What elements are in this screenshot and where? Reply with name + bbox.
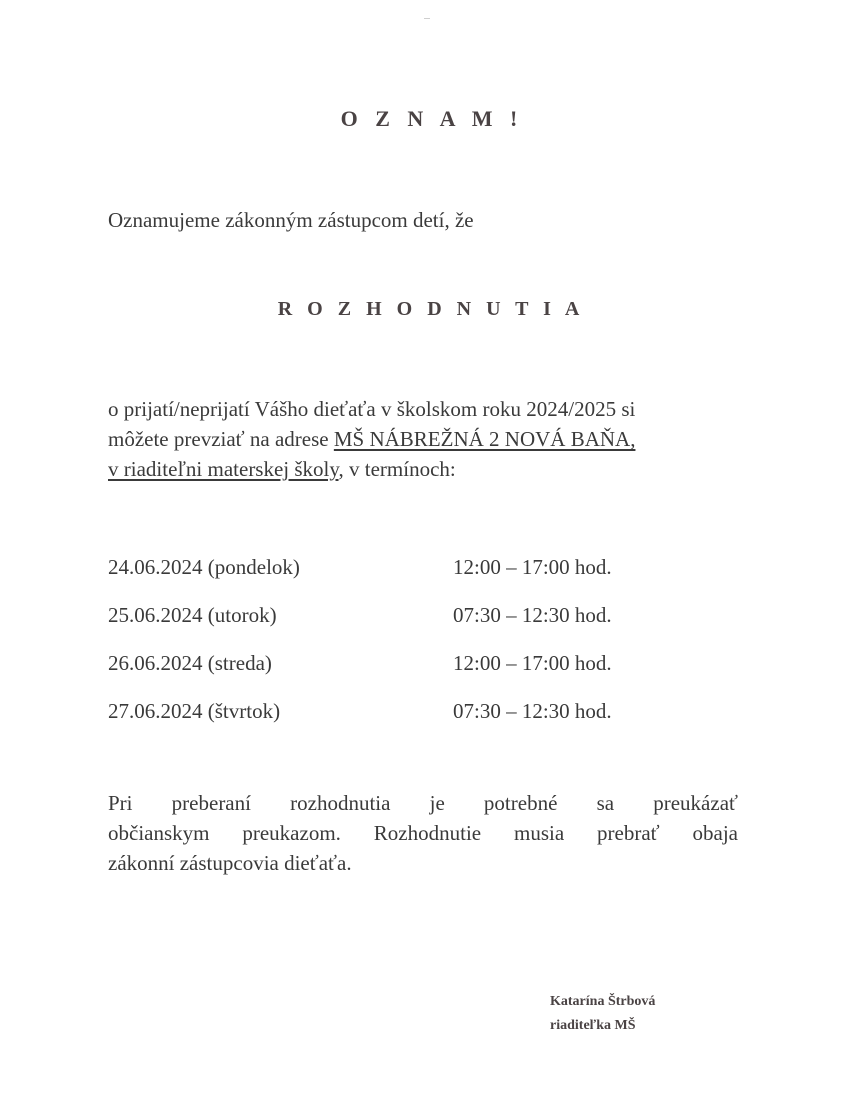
- paragraph-line-3: [108, 454, 748, 484]
- schedule-list: [108, 552, 708, 744]
- note-line-3: zákonní zástupcovia dieťaťa.: [108, 851, 352, 875]
- schedule-row: [108, 600, 708, 648]
- note-line-2: občianskym preukazom. Rozhodnutie musia prebrať obaja: [108, 821, 738, 845]
- paragraph-line-3-suffix: , v termínoch:: [338, 457, 456, 481]
- document-title: O Z N A M !: [340, 106, 524, 131]
- intro-text: Oznamujeme zákonným zástupcom detí, že: [108, 208, 474, 232]
- signature-block: [550, 990, 655, 1038]
- schedule-row: [108, 552, 708, 600]
- address-line-1: MŠ NÁBREŽNÁ 2 NOVÁ BAŇA,: [333, 427, 636, 451]
- schedule-date: 27.06.2024 (štvrtok): [108, 699, 281, 723]
- schedule-row: [108, 696, 708, 744]
- schedule-time: 12:00 – 17:00 hod.: [453, 555, 612, 579]
- note-line-1: Pri preberaní rozhodnutia je potrebné sa preukázať: [108, 791, 738, 815]
- signature-name: Katarína Štrbová: [550, 994, 656, 1009]
- signature-role: riaditeľka MŠ: [550, 1018, 636, 1033]
- document-subtitle: R O Z H O D N U T I A: [277, 298, 585, 320]
- schedule-row: [108, 648, 708, 696]
- schedule-time: 12:00 – 17:00 hod.: [453, 651, 612, 675]
- schedule-date: 25.06.2024 (utorok): [108, 603, 277, 627]
- schedule-time: 07:30 – 12:30 hod.: [453, 699, 612, 723]
- paragraph-line-2-prefix: môžete prevziať na adrese: [108, 427, 334, 451]
- announcement-paragraph: [108, 394, 748, 484]
- address-line-2: v riaditeľni materskej školy: [108, 457, 339, 481]
- schedule-date: 26.06.2024 (streda): [108, 651, 272, 675]
- paragraph-line-2: [108, 424, 748, 454]
- schedule-time: 07:30 – 12:30 hod.: [453, 603, 612, 627]
- schedule-date: 24.06.2024 (pondelok): [108, 555, 300, 579]
- scan-mark: [424, 18, 430, 19]
- paragraph-line-1: o prijatí/neprijatí Vášho dieťaťa v školskom roku 2024/2025 si: [108, 397, 636, 421]
- note-paragraph: [108, 788, 738, 878]
